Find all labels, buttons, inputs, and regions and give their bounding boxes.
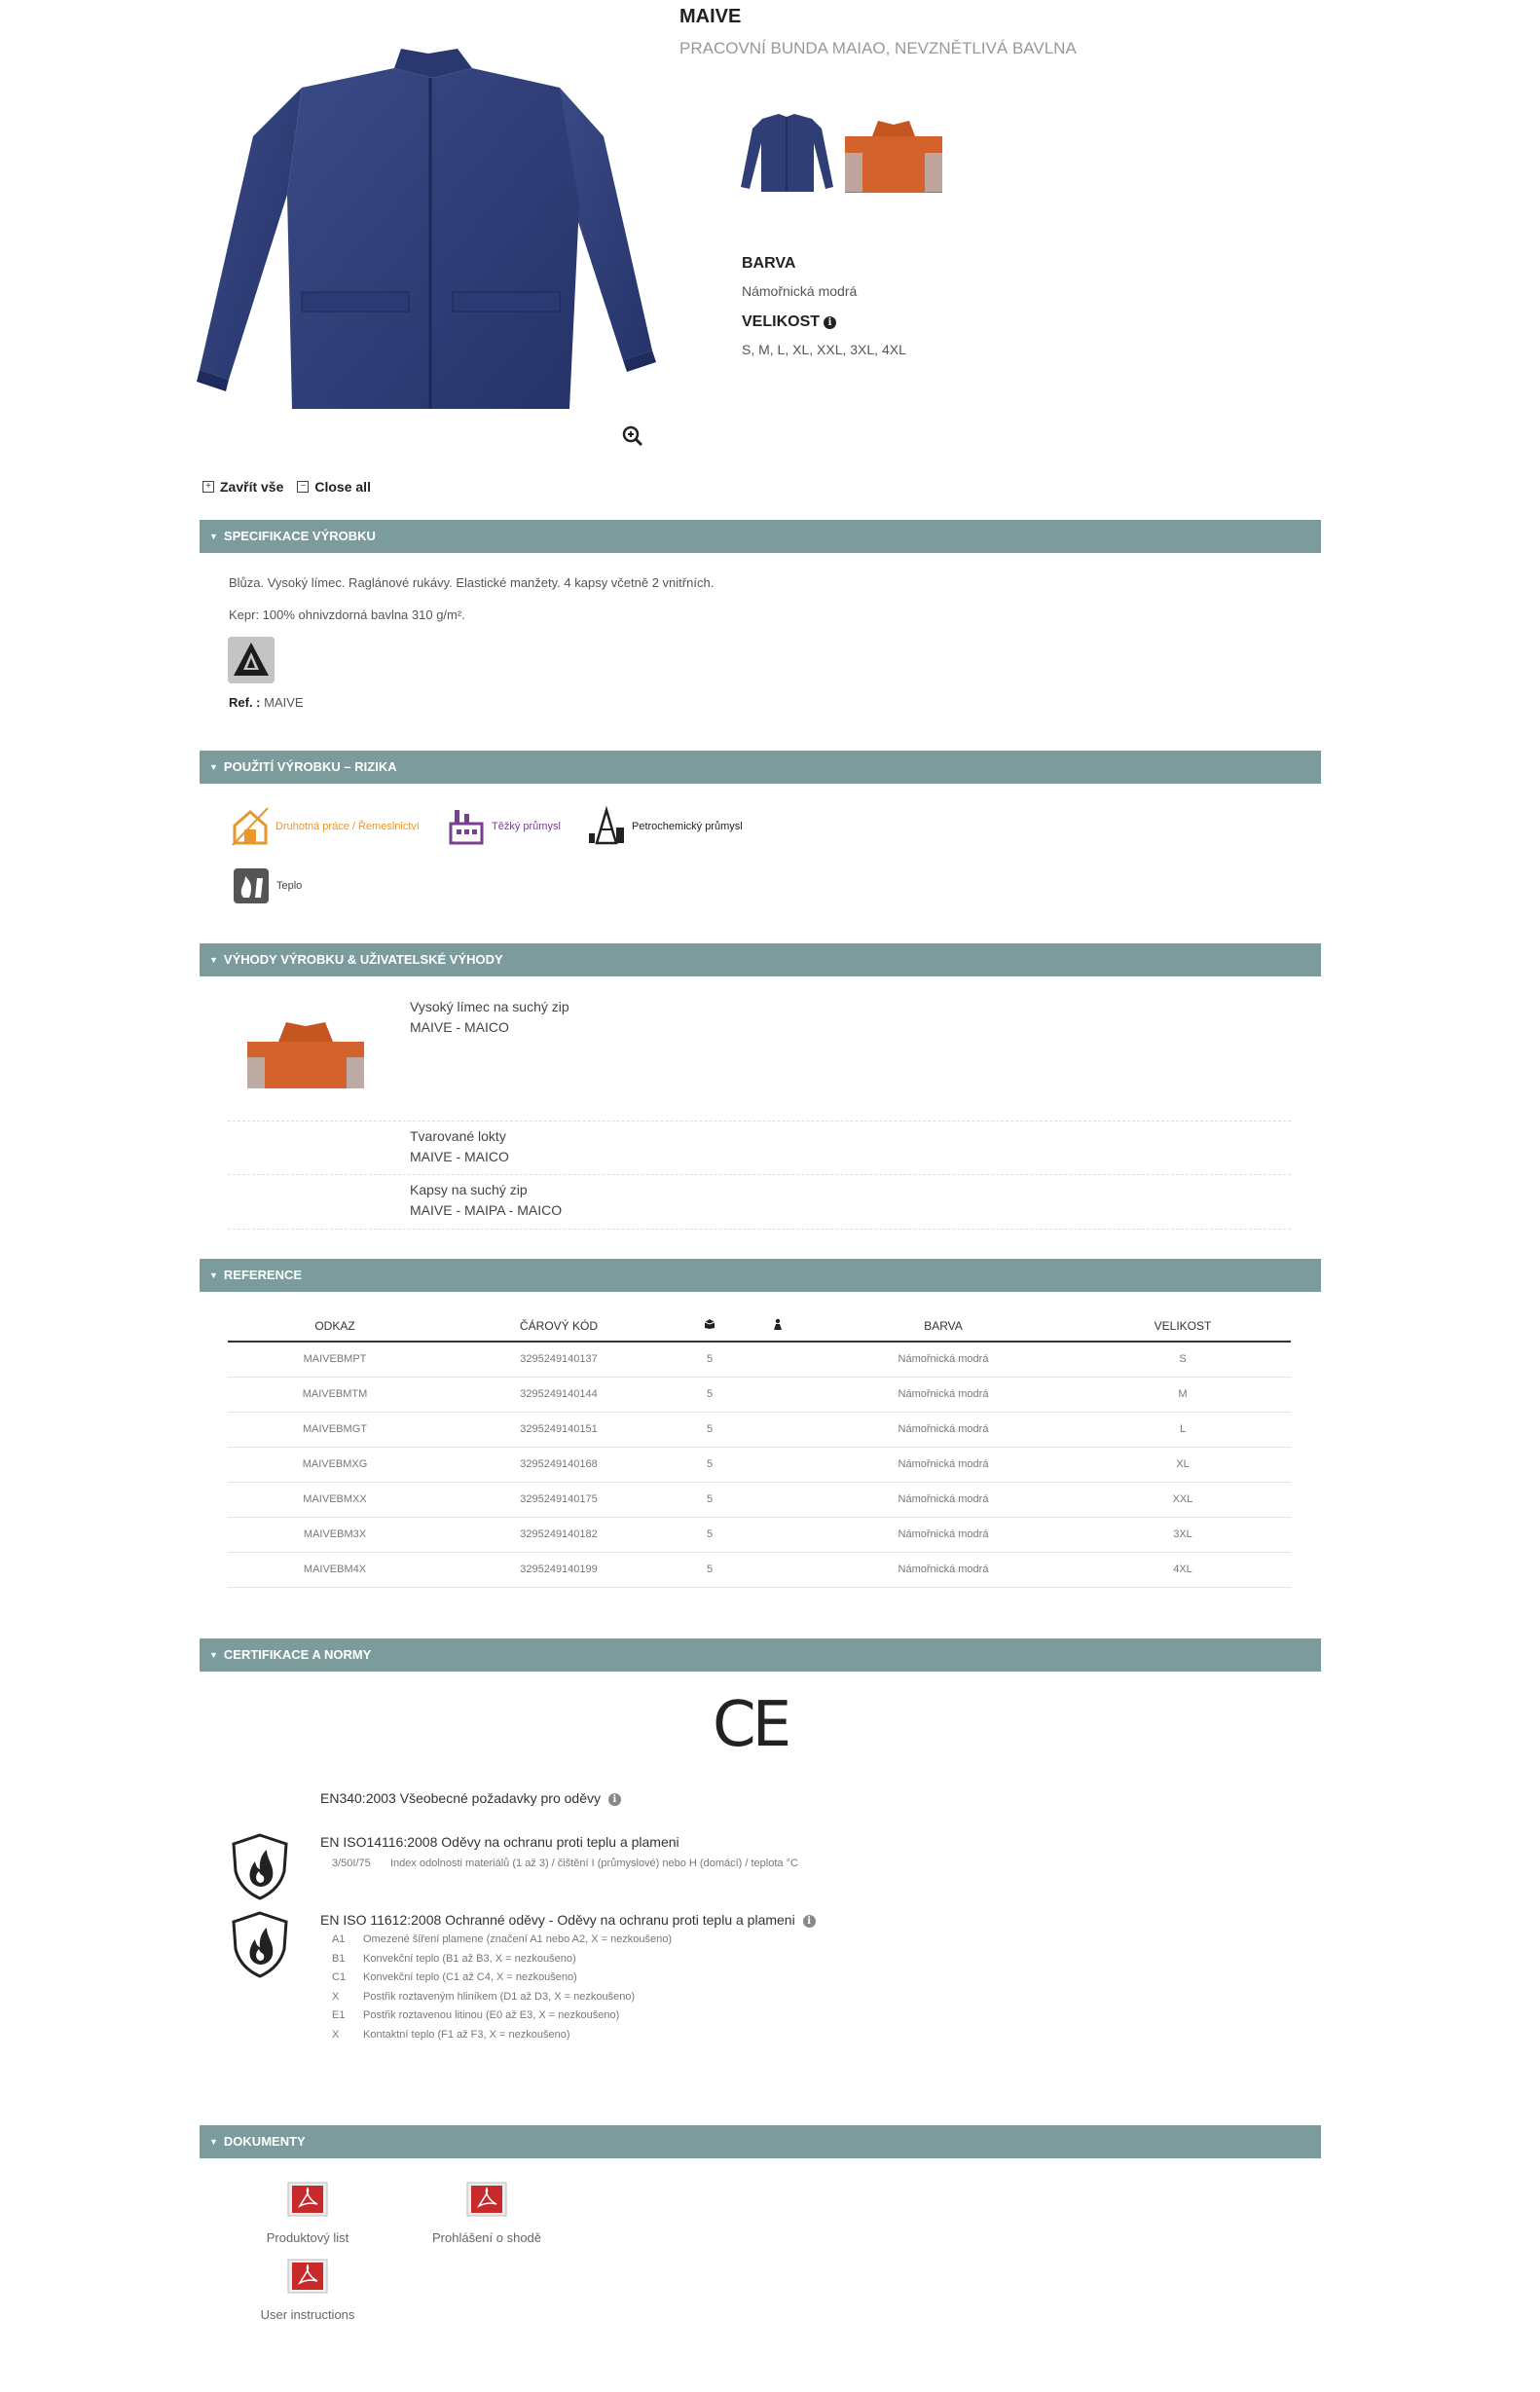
cert-iso11612	[320, 1912, 816, 1928]
section-certs-header[interactable]	[200, 1638, 1321, 1672]
benefit-item-elbows	[410, 1126, 509, 1167]
caret-down-icon: ▼	[209, 532, 218, 541]
cert-desc: Index odolnosti materiálů (1 až 3) / čištění I (průmyslové) nebo H (domácí) / teplota °C	[390, 1858, 798, 1869]
doc-label: User instructions	[260, 2307, 355, 2322]
table-row	[228, 1552, 1291, 1587]
cell-color: Námořnická modrá	[812, 1447, 1075, 1482]
doc-label: Prohlášení o shodě	[431, 2230, 542, 2245]
size-label: VELIKOST	[742, 313, 821, 330]
benefit-collar-image	[247, 1018, 364, 1088]
col-header-size: VELIKOST	[1075, 1310, 1291, 1342]
thumbnail-orange[interactable]	[845, 109, 942, 197]
open-all-toggle[interactable]	[202, 479, 283, 495]
product-title: MAIVE	[679, 6, 742, 27]
cell-barcode: 3295249140182	[442, 1517, 676, 1552]
cert-item	[332, 2026, 672, 2045]
caret-down-icon: ▼	[209, 955, 218, 965]
product-main-image[interactable]	[195, 49, 662, 419]
cell-box-qty: 5	[676, 1552, 744, 1587]
cell-box-qty: 5	[676, 1482, 744, 1517]
cell-ref: MAIVEBMTM	[228, 1377, 442, 1412]
cert-item	[332, 1969, 672, 1988]
table-header-row	[228, 1310, 1291, 1342]
zoom-in-icon[interactable]	[621, 424, 644, 448]
close-all-label: Close all	[314, 479, 371, 495]
table-row	[228, 1482, 1291, 1517]
cert-desc: Postřik roztaveným hliníkem (D1 až D3, X = nezkoušeno)	[363, 1990, 636, 2003]
caret-down-icon: ▼	[209, 762, 218, 772]
cell-person	[744, 1412, 812, 1447]
cell-person	[744, 1482, 812, 1517]
risk-item-heat	[232, 866, 302, 905]
cell-box-qty: 5	[676, 1447, 744, 1482]
color-value: Námořnická modrá	[742, 283, 858, 299]
cert-desc: Konvekční teplo (B1 až B3, X = nezkoušeno)	[363, 1952, 576, 1965]
cell-barcode: 3295249140168	[442, 1447, 676, 1482]
benefit-title: Vysoký límec na suchý zip	[410, 999, 569, 1014]
cert-code: X	[332, 1990, 340, 2003]
cell-ref: MAIVEBM3X	[228, 1517, 442, 1552]
cell-person	[744, 1552, 812, 1587]
cert-en340	[320, 1790, 621, 1806]
benefit-models: MAIVE - MAIPA - MAICO	[410, 1202, 563, 1218]
en340-info-icon[interactable]: i	[608, 1793, 621, 1806]
risk-label: Druhotná práce / Řemeslnictví	[275, 821, 420, 832]
cert-desc: Kontaktní teplo (F1 až F3, X = nezkoušeno)	[363, 2028, 570, 2041]
plus-icon: +	[202, 481, 214, 493]
cell-ref: MAIVEBMXG	[228, 1447, 442, 1482]
ce-mark: CE	[713, 1689, 788, 1761]
section-spec-title: SPECIFIKACE VÝROBKU	[223, 529, 376, 543]
doc-user-instructions[interactable]	[230, 2258, 385, 2322]
cell-barcode: 3295249140144	[442, 1377, 676, 1412]
cell-barcode: 3295249140199	[442, 1552, 676, 1587]
size-info-icon[interactable]: i	[824, 316, 836, 329]
cell-ref: MAIVEBMGT	[228, 1412, 442, 1447]
benefit-title: Kapsy na suchý zip	[410, 1182, 528, 1197]
divider	[228, 1174, 1291, 1175]
thumbnail-navy[interactable]	[738, 109, 835, 197]
section-usage-header[interactable]	[200, 751, 1321, 784]
cert-en340-title: EN340:2003 Všeobecné požadavky pro oděvy	[320, 1790, 601, 1806]
size-label-row	[742, 313, 836, 331]
ref-value: MAIVE	[264, 695, 304, 710]
cell-box-qty: 5	[676, 1412, 744, 1447]
minus-icon: −	[297, 481, 309, 493]
caret-down-icon: ▼	[209, 1650, 218, 1660]
benefit-models: MAIVE - MAICO	[410, 1019, 509, 1035]
cell-person	[744, 1377, 812, 1412]
cert-code: A1	[332, 1933, 346, 1945]
risk-label: Teplo	[276, 880, 303, 892]
iso11612-info-icon[interactable]: i	[803, 1915, 816, 1928]
cell-person	[744, 1342, 812, 1377]
cell-size: S	[1075, 1342, 1291, 1377]
divider	[228, 1121, 1291, 1122]
cert-item	[332, 1950, 672, 1969]
cert-code: B1	[332, 1952, 346, 1965]
section-usage-title: POUŽITÍ VÝROBKU – RIZIKA	[223, 759, 397, 774]
table-row	[228, 1342, 1291, 1377]
cell-ref: MAIVEBMPT	[228, 1342, 442, 1377]
cell-color: Námořnická modrá	[812, 1517, 1075, 1552]
doc-label: Produktový list	[266, 2230, 349, 2245]
factory-icon	[447, 806, 486, 847]
cert-item	[332, 1988, 672, 2007]
col-header-barcode: ČÁROVÝ KÓD	[442, 1310, 676, 1342]
cert-code: 3/50I/75	[332, 1858, 371, 1869]
cell-size: M	[1075, 1377, 1291, 1412]
fire-shield-icon	[230, 1910, 290, 1983]
cert-desc: Postřik roztavenou litinou (E0 až E3, X = nezkoušeno)	[363, 2009, 620, 2021]
ref-label: Ref. :	[229, 695, 261, 710]
color-label: BARVA	[742, 255, 796, 272]
divider	[228, 1229, 1291, 1230]
fire-shield-icon	[230, 1832, 290, 1905]
risk-item-craft	[231, 806, 420, 847]
cert-code: X	[332, 2028, 340, 2041]
toggle-bar	[202, 479, 379, 495]
benefit-item-collar	[410, 997, 569, 1038]
pdf-icon	[284, 2258, 331, 2297]
table-row	[228, 1447, 1291, 1482]
cert-item	[332, 1931, 672, 1950]
cell-barcode: 3295249140175	[442, 1482, 676, 1517]
doc-declaration-of-conformity[interactable]	[409, 2181, 565, 2245]
cert-iso11612-list	[332, 1931, 672, 2044]
table-row	[228, 1517, 1291, 1552]
cell-color: Námořnická modrá	[812, 1377, 1075, 1412]
caret-down-icon: ▼	[209, 2137, 218, 2147]
close-all-toggle[interactable]	[297, 479, 371, 495]
spec-line-2: Kepr: 100% ohnivzdorná bavlna 310 g/m².	[229, 607, 465, 622]
table-row	[228, 1412, 1291, 1447]
cell-color: Námořnická modrá	[812, 1342, 1075, 1377]
col-header-box-icon	[676, 1310, 744, 1342]
section-spec-header[interactable]	[200, 520, 1321, 553]
oil-rig-icon	[587, 806, 626, 847]
section-benefits-header[interactable]	[200, 943, 1321, 976]
open-all-label: Zavřít vše	[220, 479, 284, 495]
section-reference-header[interactable]	[200, 1259, 1321, 1292]
cell-size: XXL	[1075, 1482, 1291, 1517]
cert-iso11612-title: EN ISO 11612:2008 Ochranné oděvy - Oděvy na ochranu proti teplu a plameni	[320, 1912, 795, 1928]
col-header-ref: ODKAZ	[228, 1310, 442, 1342]
reference-table	[228, 1310, 1291, 1588]
risk-item-heavy-industry	[447, 806, 561, 847]
cell-person	[744, 1447, 812, 1482]
section-reference-title: REFERENCE	[223, 1268, 303, 1282]
pdf-icon	[284, 2181, 331, 2220]
cell-color: Námořnická modrá	[812, 1482, 1075, 1517]
benefit-models: MAIVE - MAICO	[410, 1149, 509, 1164]
ref-line	[229, 695, 304, 710]
risk-label: Těžký průmysl	[492, 821, 561, 832]
size-value: S, M, L, XL, XXL, 3XL, 4XL	[742, 342, 906, 357]
cell-barcode: 3295249140151	[442, 1412, 676, 1447]
cell-barcode: 3295249140137	[442, 1342, 676, 1377]
risk-item-petrochemical	[587, 806, 743, 847]
cell-color: Námořnická modrá	[812, 1412, 1075, 1447]
cert-iso14116-sub	[332, 1855, 798, 1874]
product-subtitle: PRACOVNÍ BUNDA MAIAO, NEVZNĚTLIVÁ BAVLNA	[679, 39, 1077, 57]
cell-box-qty: 5	[676, 1342, 744, 1377]
cert-item	[332, 2006, 672, 2026]
cert-desc: Omezené šíření plamene (značení A1 nebo A2, X = nezkoušeno)	[363, 1933, 673, 1945]
heat-icon	[232, 866, 271, 905]
cell-ref: MAIVEBM4X	[228, 1552, 442, 1587]
delta-plus-logo-icon	[228, 637, 275, 683]
section-certs-title: CERTIFIKACE A NORMY	[223, 1647, 372, 1662]
cell-size: 4XL	[1075, 1552, 1291, 1587]
cell-size: L	[1075, 1412, 1291, 1447]
section-docs-title: DOKUMENTY	[223, 2134, 306, 2149]
cell-size: 3XL	[1075, 1517, 1291, 1552]
spec-line-1: Blůza. Vysoký límec. Raglánové rukávy. Elastické manžety. 4 kapsy včetně 2 vnitřních.	[229, 575, 715, 590]
section-docs-header[interactable]	[200, 2125, 1321, 2158]
cell-size: XL	[1075, 1447, 1291, 1482]
risk-label: Petrochemický průmysl	[632, 821, 743, 832]
benefit-title: Tvarované lokty	[410, 1128, 506, 1144]
table-row	[228, 1377, 1291, 1412]
col-header-person-icon	[744, 1310, 812, 1342]
col-header-color: BARVA	[812, 1310, 1075, 1342]
cell-ref: MAIVEBMXX	[228, 1482, 442, 1517]
cell-person	[744, 1517, 812, 1552]
caret-down-icon: ▼	[209, 1270, 218, 1280]
craft-house-icon	[231, 806, 270, 847]
pdf-icon	[463, 2181, 510, 2220]
cert-code: C1	[332, 1971, 347, 1983]
section-benefits-title: VÝHODY VÝROBKU & UŽIVATELSKÉ VÝHODY	[223, 952, 503, 967]
cert-code: E1	[332, 2009, 346, 2021]
cell-box-qty: 5	[676, 1517, 744, 1552]
benefit-item-pockets	[410, 1180, 562, 1221]
cert-desc: Konvekční teplo (C1 až C4, X = nezkoušeno)	[363, 1971, 577, 1983]
cert-iso14116-title: EN ISO14116:2008 Oděvy na ochranu proti teplu a plameni	[320, 1834, 679, 1850]
cell-color: Námořnická modrá	[812, 1552, 1075, 1587]
doc-product-sheet[interactable]	[230, 2181, 385, 2245]
cell-box-qty: 5	[676, 1377, 744, 1412]
